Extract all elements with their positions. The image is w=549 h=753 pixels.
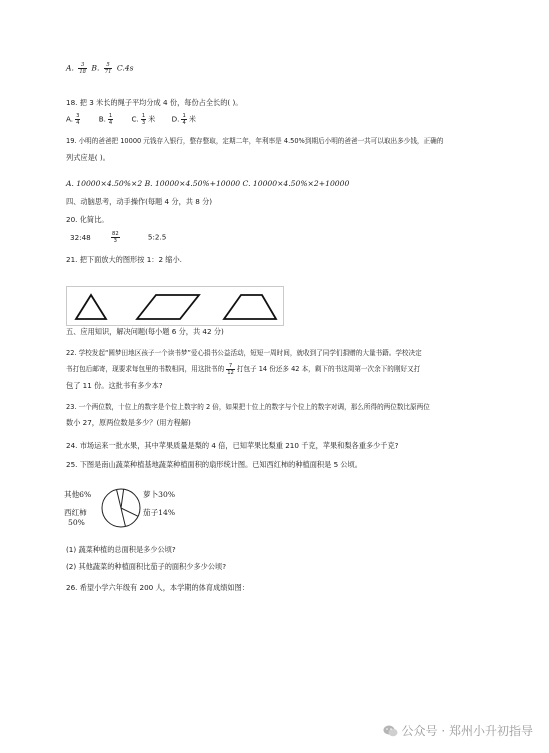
q21-shapes-figure <box>66 286 284 326</box>
q26-text: 26. 希望小学六年级有 200 人，本学期的体育成绩如图： <box>66 583 249 592</box>
q17-option-a-label: A. <box>66 63 74 73</box>
q17-option-b-label: B. <box>91 63 100 73</box>
q17-option-a-fraction: $\frac{3}{18}$ <box>79 62 86 75</box>
trapezoid-shape <box>224 295 276 319</box>
q20-expr-3: 5:2.5 <box>147 232 167 242</box>
pie-label-radish: 萝卜30% <box>143 490 176 499</box>
q25-text: 25. 下图是南山蔬菜种植基地蔬菜种植面积的扇形统计图。已知西红柿的种植面积是 5 公顷。 <box>66 460 362 469</box>
section-5-heading: 五、应用知识，解决问题(每小题 6 分，共 42 分) <box>66 327 224 336</box>
q17-option-b-fraction: $\frac{5}{71}$ <box>104 62 112 75</box>
q18-option-a-fraction: $\frac{3}{4}$ <box>76 113 80 126</box>
q22-line-1: 22. 学校发起“圆梦田地区孩子一个读书梦”爱心捐书公益活动，短短一周时间，就收到了同学们捐赠的大量书籍。学校决定 <box>66 349 422 357</box>
pie-slice-divider-1 <box>121 489 124 508</box>
q19-line-2: 列式应是( )。 <box>66 153 110 162</box>
triangle-shape <box>76 295 106 319</box>
q18-option-c-fraction: $\frac{1}{3}$ <box>141 113 146 126</box>
q20-expr-1: 32:48 <box>70 232 91 242</box>
q23-line-2: 数小 27，原两位数是多少？(用方程解) <box>66 418 191 427</box>
footer-text: 公众号 · 郑州小升初指导 <box>401 724 533 738</box>
footer-watermark <box>383 722 533 739</box>
wechat-icon <box>383 725 398 737</box>
q20-title: 20. 化简比。 <box>66 215 109 224</box>
q17-option-c: C.4s <box>116 63 134 73</box>
pie-label-other: 其他6% <box>64 490 92 499</box>
pie-label-tomato-name: 西红柿 <box>64 508 87 517</box>
q19-options: A. 10000×4.50%×2 B. 10000×4.50%+10000 C. 10000×4.50%×2+10000 <box>66 179 350 188</box>
q20-expressions <box>66 231 166 244</box>
q24-text: 24. 市场运来一批水果，其中苹果质量是梨的 4 倍，已知苹果比梨重 210 千克，苹果和梨各重多少千克? <box>66 441 399 450</box>
pie-label-tomato-percent: 50% <box>68 518 85 527</box>
q17-options <box>66 62 134 75</box>
q18-option-d-fraction: $\frac{1}{4}$ <box>182 113 186 126</box>
pie-slice-divider-3 <box>117 490 121 508</box>
q18-text: 18. 把 3 米长的绳子平均分成 4 份，每份占全长的( )。 <box>66 98 243 107</box>
q23-line-1: 23. 一个两位数，十位上的数字是个位上数字的 2 倍，如果把十位上的数字与个位上的数字对调，那么所得的两位数比原两位 <box>66 403 430 411</box>
pie-slice-divider-0 <box>121 508 125 526</box>
parallelogram-shape <box>137 295 199 319</box>
q22-line-2: 书打包后邮寄，现要求每包里的书数相同，用这批书的 $\frac{7}{12}$ 打包子 14 份还多 42 本，剩下的书这周第一次余下的刚好又打 <box>66 362 421 376</box>
section-4-heading: 四、动脑思考，动手操作(每题 4 分，共 8 分) <box>66 197 213 206</box>
q25-sub-1: (1) 蔬菜种植的总面积是多少公顷? <box>66 545 176 554</box>
pie-slices <box>102 489 140 527</box>
q21-text: 21. 把下面放大的图形按 1：2 缩小. <box>66 255 182 264</box>
q25-sub-2: (2) 其他蔬菜的种植面积比茄子的面积少多少公顷? <box>66 562 227 571</box>
q19-line-1: 19. 小明的爸爸把 10000 元钱存入银行，整存整取，定期二年，年利率是 4.50%到期后小明的爸爸一共可以取出多少钱，正确的 <box>66 137 444 145</box>
q25-pie-chart <box>64 486 194 534</box>
q22-fraction: $\frac{7}{12}$ <box>227 362 234 376</box>
pie-label-eggplant: 茄子14% <box>143 508 176 517</box>
q18-option-b-fraction: $\frac{1}{4}$ <box>108 113 113 126</box>
q18-options: A. $\frac{3}{4}$ B. $\frac{1}{4}$ C. $\frac{1}{3}$ 米 D. $\frac{1}{4}$ 米 <box>66 113 196 126</box>
pie-slice-divider-2 <box>121 508 138 516</box>
q22-line-3: 包了 11 份。这批书有多少本? <box>66 381 163 390</box>
q20-expr-2-fraction: $\frac{82}{3}$ <box>112 231 119 244</box>
